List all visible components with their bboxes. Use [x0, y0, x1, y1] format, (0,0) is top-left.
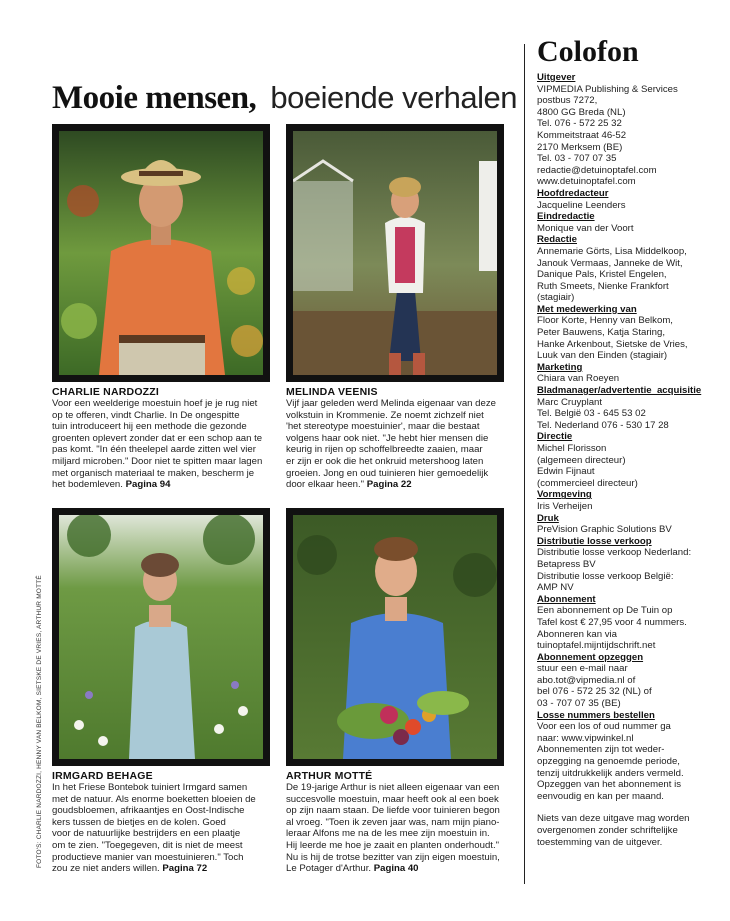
- card-line: het bodemleven.: [52, 479, 123, 491]
- vegetable-harvest-portrait-illustration: [293, 515, 497, 759]
- colofon-section-heading: Hoofdredacteur: [537, 187, 609, 199]
- card-line: volkstuin in Krommenie. Ze noemt zichzelf niet: [286, 409, 484, 421]
- colofon-section-line: Een abonnement op De Tuin op: [537, 605, 673, 617]
- colofon-section-line: Annemarie Görts, Lisa Middelkoop,: [537, 245, 687, 257]
- colofon-section-line: Tel. Nederland 076 - 530 17 28: [537, 419, 669, 431]
- colofon-section-line: 4800 GG Breda (NL): [537, 106, 626, 118]
- allotment-portrait-illustration: [293, 131, 497, 375]
- colofon-section-line: naar: www.vipwinkel.nl: [537, 732, 634, 744]
- colofon-section-line: Danique Pals, Kristel Engelen,: [537, 269, 667, 281]
- colofon-section-line: Opzeggen van het abonnement is: [537, 779, 682, 791]
- card-line: keurig in rijen op schoffelbreedte zaaien, maar: [286, 444, 483, 456]
- column-divider: [524, 44, 525, 884]
- card-title-arthur: ARTHUR MOTTÉ: [286, 770, 373, 782]
- card-line-last: [52, 863, 282, 875]
- colofon-section-heading: Marketing: [537, 361, 583, 373]
- colofon-section-heading: Redactie: [537, 234, 577, 246]
- colofon-sections: [537, 72, 722, 802]
- card-line: kers tussen de bietjes en de kolen. Goed: [52, 816, 226, 828]
- card-line: succesvolle moestuin, maar heeft ook al een boek: [286, 793, 499, 805]
- colofon-copyright-note: [537, 813, 722, 848]
- card-line: miljard microben." Door niet te spitten maar lagen: [52, 455, 263, 467]
- card-line: productieve manier van moestuinieren." Toch: [52, 851, 244, 863]
- colofon-section-line: www.detuinoptafel.com: [537, 176, 636, 188]
- colofon-section: [537, 710, 722, 803]
- photo-charlie-nardozzi: [52, 124, 270, 382]
- card-body-charlie: [52, 398, 282, 491]
- colofon-section: [537, 234, 722, 304]
- colofon-section-line: Abonnementen zijn tot weder-: [537, 744, 665, 756]
- colofon-section-line: redactie@detuinoptafel.com: [537, 164, 657, 176]
- garden-portrait-illustration: [59, 131, 263, 375]
- colofon-section-line: Chiara van Roeyen: [537, 373, 620, 385]
- card-line: leraar Alfons me na de les mee zijn moestuin in.: [286, 828, 490, 840]
- colofon-section-line: Tafel kost € 27,95 voor 4 nummers.: [537, 616, 687, 628]
- card-line: op te offeren, vindt Charlie. In De ongespitte: [52, 409, 240, 421]
- photo-arthur-motte: [286, 508, 504, 766]
- colofon-section-line: Tel. België 03 - 645 53 02: [537, 408, 646, 420]
- colofon-section-line: Hanke Arkenbout, Sietske de Vries,: [537, 338, 688, 350]
- card-line: zou ze niet anders willen.: [52, 863, 160, 875]
- colofon-section-heading: Bladmanager/advertentie acquisitie: [537, 385, 702, 397]
- colofon-section-line: (algemeen directeur): [537, 454, 626, 466]
- colofon-section-line: Jacqueline Leenders: [537, 199, 626, 211]
- card-line: Vijf jaar geleden werd Melinda eigenaar van deze: [286, 398, 496, 409]
- colofon-section-line: Tel. 076 - 572 25 32: [537, 118, 622, 130]
- card-line: groenten oplevert zonder dat er een schop aan te: [52, 432, 263, 444]
- page-reference: Pagina 72: [162, 863, 208, 875]
- colofon-section: [537, 188, 722, 211]
- page-reference: Pagina 94: [125, 479, 171, 491]
- colofon-section-line: stuur een e-mail naar: [537, 663, 628, 675]
- colofon-section-line: postbus 7272,: [537, 95, 598, 107]
- colofon-note-line: Niets van deze uitgave mag worden: [537, 813, 690, 825]
- colofon-section: [537, 362, 722, 385]
- colofon-section: [537, 385, 722, 431]
- colofon-section-line: PreVision Graphic Solutions BV: [537, 524, 672, 536]
- card-line: Hij leerde me hoe je zaait en planten onderhoudt.": [286, 839, 500, 851]
- card-line: groeien. Jong en oud tuinieren hier gemoedelijk: [286, 467, 489, 479]
- colofon-section-line: bel 076 - 572 25 32 (NL) of: [537, 686, 652, 698]
- colofon-section-line: Edwin Fijnaut: [537, 466, 595, 478]
- colofon-section-line: Michel Florisson: [537, 443, 607, 454]
- card-line: met organisch materiaal te maken, bescherm je: [52, 467, 255, 479]
- card-line-last: [286, 863, 520, 875]
- colofon-section-heading: Met medewerking van: [537, 303, 637, 315]
- colofon-section-line: Luuk van den Einden (stagiair): [537, 350, 668, 362]
- colofon-section-line: VIPMEDIA Publishing & Services: [537, 83, 678, 95]
- colofon-section-heading: Distributie losse verkoop: [537, 535, 652, 547]
- headline-bold: Mooie mensen,: [52, 80, 257, 116]
- card-line-last: [52, 479, 282, 491]
- colofon-section-line: Abonneren kan via: [537, 628, 618, 640]
- colofon-section-heading: Vormgeving: [537, 489, 592, 501]
- colofon-section-line: Distributie losse verkoop Nederland:: [537, 547, 692, 559]
- colofon-section-line: tenzij uitdrukkelijk anders vermeld.: [537, 767, 684, 779]
- colofon-section-line: 2170 Merksem (BE): [537, 141, 623, 153]
- colofon-section: [537, 652, 722, 710]
- colofon-section-heading: Abonnement: [537, 593, 596, 605]
- colofon-sidebar: [537, 34, 722, 848]
- colofon-section-line: eenvoudig en kan per maand.: [537, 790, 664, 802]
- photo-irmgard-behage: [52, 508, 270, 766]
- card-line: pas komt. "In één theelepel aarde zitten wel vier: [52, 444, 256, 456]
- page-reference: Pagina 22: [366, 479, 412, 491]
- colofon-section-line: AMP NV: [537, 582, 574, 594]
- card-title-charlie: CHARLIE NARDOZZI: [52, 386, 160, 398]
- colofon-section: [537, 536, 722, 594]
- card-line: volgens haar ook niet. "Je hebt hier mensen die: [286, 432, 489, 444]
- card-line: om te zien. "Toegegeven, dit is niet de meest: [52, 839, 243, 851]
- colofon-section-line: tuinoptafel.mijntijdschrift.net: [537, 640, 656, 652]
- colofon-section-line: 03 - 707 07 35 (BE): [537, 698, 621, 710]
- colofon-section-line: Voor een los of oud nummer ga: [537, 721, 671, 733]
- card-body-melinda: [286, 398, 518, 491]
- colofon-section-line: Floor Korte, Henny van Belkom,: [537, 315, 673, 327]
- card-line: met de natuur. Als enorme boeketten bloeien de: [52, 793, 256, 805]
- colofon-section-heading: Losse nummers bestellen: [537, 709, 655, 721]
- colofon-section-line: Monique van der Voort: [537, 222, 634, 234]
- colofon-section-line: (commercieel directeur): [537, 477, 638, 489]
- card-title-irmgard: IRMGARD BEHAGE: [52, 770, 153, 782]
- photo-credit: FOTO'S: CHARLIE NARDOZZI, HENNY VAN BELKOM, SIETSKE DE VRIES, ARTHUR MOTTÉ: [36, 575, 43, 868]
- colofon-section: [537, 513, 722, 536]
- card-line: Nu is hij de trotse bezitter van zijn eigen moestuin,: [286, 851, 500, 863]
- colofon-section-line: Iris Verheijen: [537, 500, 593, 512]
- card-line: op zijn naam staan. De liefde voor tuinieren begon: [286, 805, 500, 817]
- colofon-section: [537, 211, 722, 234]
- card-line: door elkaar heen.": [286, 479, 365, 491]
- card-line: Voor een weelderige moestuin hoef je je rug niet: [52, 398, 258, 409]
- colofon-note-line: overgenomen zonder schriftelijke: [537, 825, 678, 836]
- headline-light: boeiende verhalen: [270, 80, 518, 115]
- colofon-section-line: Ruth Smeets, Nienke Frankfort: [537, 280, 669, 292]
- colofon-section: [537, 489, 722, 512]
- card-title-melinda: MELINDA VEENIS: [286, 386, 378, 398]
- card-body-arthur: [286, 782, 520, 875]
- colofon-section-line: Betapress BV: [537, 558, 596, 570]
- colofon-section-line: Janouk Vermaas, Janneke de Wit,: [537, 257, 683, 269]
- card-body-irmgard: [52, 782, 282, 875]
- card-line: De 19-jarige Arthur is niet alleen eigenaar van een: [286, 782, 500, 793]
- colofon-section-line: Distributie losse verkoop België:: [537, 570, 674, 582]
- colofon-title: Colofon: [537, 35, 639, 68]
- flower-garden-portrait-illustration: [59, 515, 263, 759]
- colofon-section-line: Kommeitstraat 46-52: [537, 129, 627, 141]
- colofon-section-heading: Uitgever: [537, 72, 576, 83]
- colofon-section-line: Peter Bauwens, Katja Staring,: [537, 327, 665, 339]
- colofon-note-line: toestemming van de uitgever.: [537, 836, 663, 848]
- card-line: tuin introduceert hij een methode die gezonde: [52, 421, 247, 433]
- colofon-section: [537, 72, 722, 188]
- colofon-section-heading: Druk: [537, 512, 559, 524]
- card-line: al vroeg. "Toen ik zeven jaar was, nam mijn piano-: [286, 816, 500, 828]
- colofon-section-heading: Eindredactie: [537, 211, 595, 223]
- colofon-section-line: Marc Cruyplant: [537, 396, 603, 408]
- card-line: Le Potager d'Arthur.: [286, 863, 372, 875]
- colofon-section-heading: Directie: [537, 431, 573, 443]
- colofon-section-heading: Abonnement opzeggen: [537, 651, 644, 663]
- photo-melinda-veenis: [286, 124, 504, 382]
- colofon-section-line: opzegging na genoemde periode,: [537, 756, 680, 768]
- card-line: 'het stereotype moestuinier', maar die bestaat: [286, 421, 480, 433]
- colofon-section: [537, 431, 722, 489]
- card-line: voor de natuurlijke bestrijders en een plaatje: [52, 828, 241, 840]
- colofon-section-line: (stagiair): [537, 292, 575, 304]
- card-line: In het Friese Bontebok tuiniert Irmgard samen: [52, 782, 248, 793]
- card-line: goudsbloemen, afrikaantjes en Oost-Indische: [52, 805, 245, 817]
- card-line-last: [286, 479, 518, 491]
- colofon-section-line: abo.tot@vipmedia.nl of: [537, 674, 636, 686]
- page-reference: Pagina 40: [373, 863, 419, 875]
- colofon-section: [537, 594, 722, 652]
- colofon-section: [537, 304, 722, 362]
- card-line: er zijn er ook die het onkruid metershoog laten: [286, 455, 484, 467]
- colofon-section-line: Tel. 03 - 707 07 35: [537, 153, 617, 165]
- page-headline: [52, 78, 518, 118]
